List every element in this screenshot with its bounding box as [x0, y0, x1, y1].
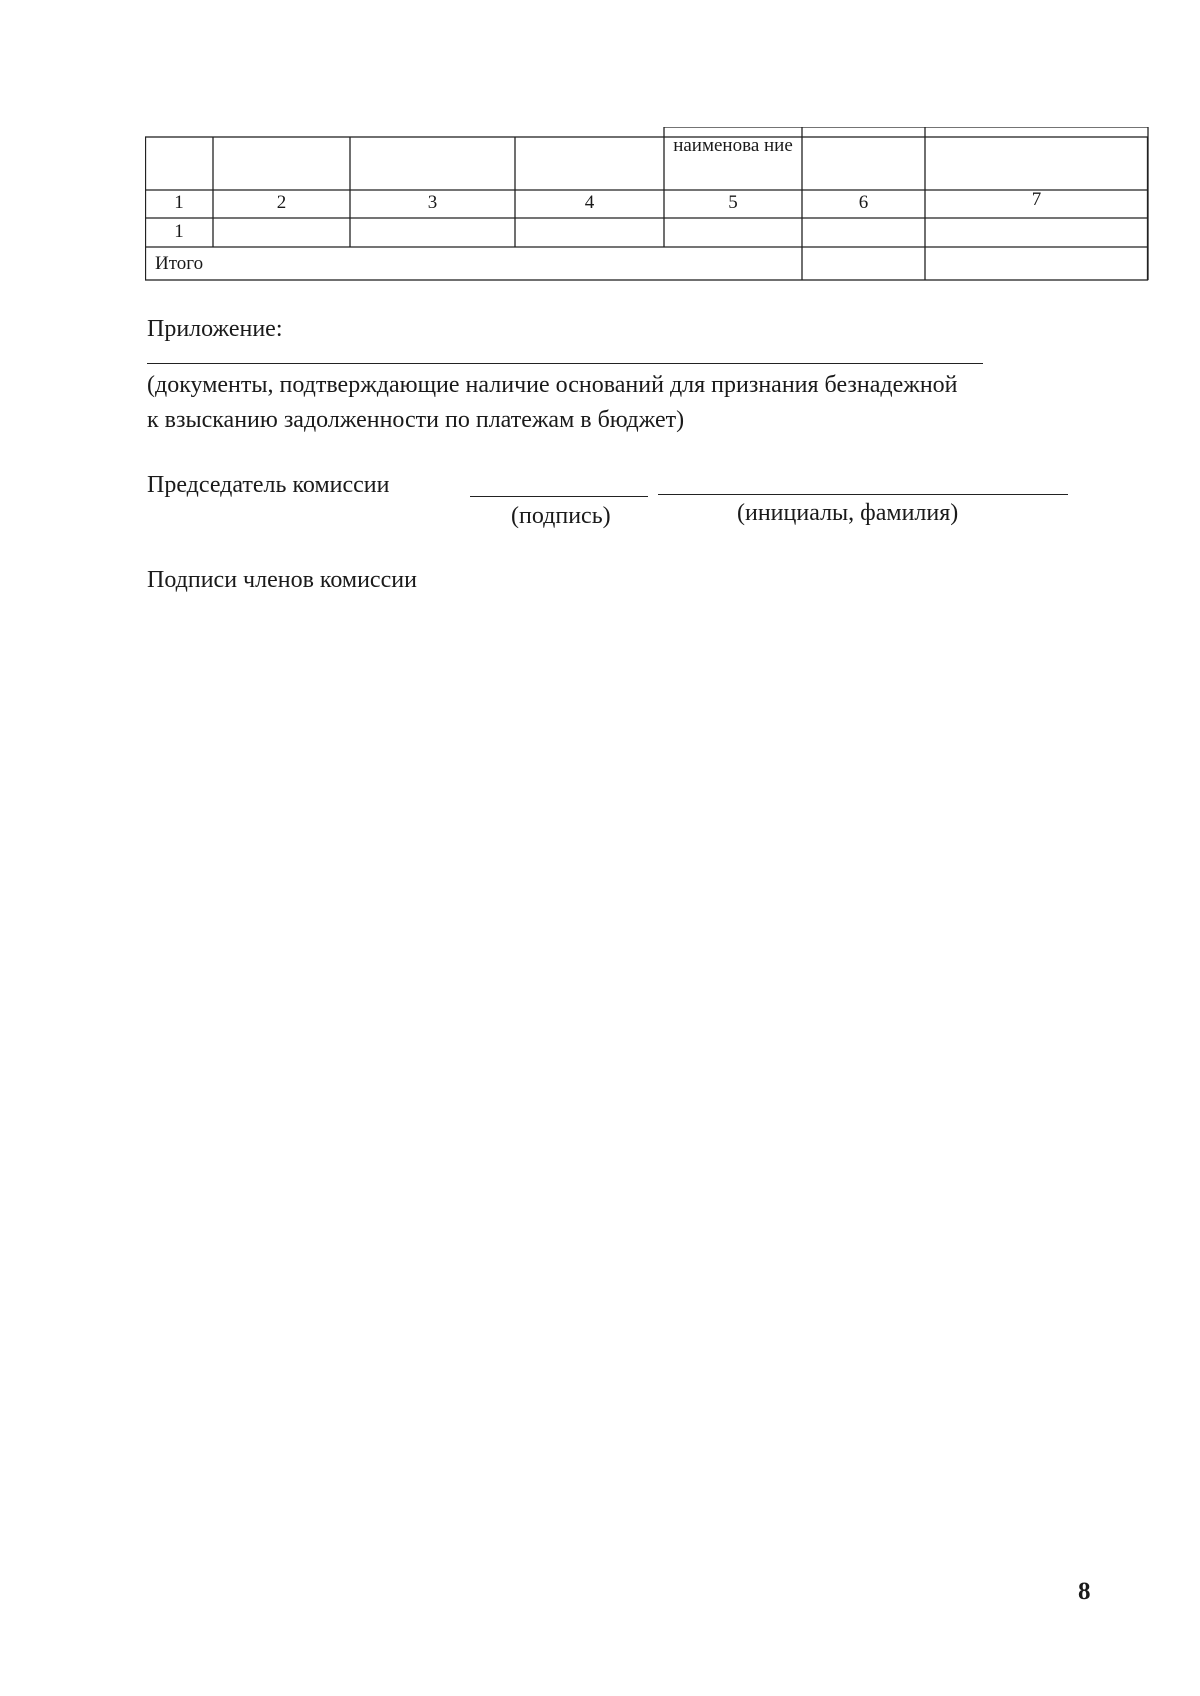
col-number-1: 1	[174, 192, 184, 213]
appendix-note-line1: (документы, подтверждающие наличие оснований для признания безнадежной	[147, 372, 958, 398]
col-number-5: 5	[728, 192, 738, 213]
col-number-7: 7	[1031, 189, 1042, 210]
col-number-3: 3	[427, 192, 438, 213]
col-number-2: 2	[276, 192, 287, 213]
signature-line	[470, 496, 648, 497]
debt-table	[145, 127, 1149, 281]
appendix-note-line2: к взысканию задолженности по платежам в бюджет)	[147, 407, 685, 433]
col-number-4: 4	[584, 192, 595, 213]
col-number-6: 6	[858, 192, 869, 213]
chairman-label: Председатель комиссии	[147, 472, 390, 498]
page-number: 8	[1078, 1578, 1091, 1605]
signature-caption: (подпись)	[511, 503, 611, 529]
total-label: Итого	[155, 253, 204, 274]
header-cell-5: наименова ние	[673, 135, 793, 156]
appendix-label: Приложение:	[147, 316, 283, 342]
members-label: Подписи членов комиссии	[147, 567, 417, 593]
name-line	[658, 494, 1068, 495]
name-caption: (инициалы, фамилия)	[737, 500, 959, 526]
appendix-line	[147, 363, 983, 364]
data-row-index: 1	[174, 221, 184, 242]
